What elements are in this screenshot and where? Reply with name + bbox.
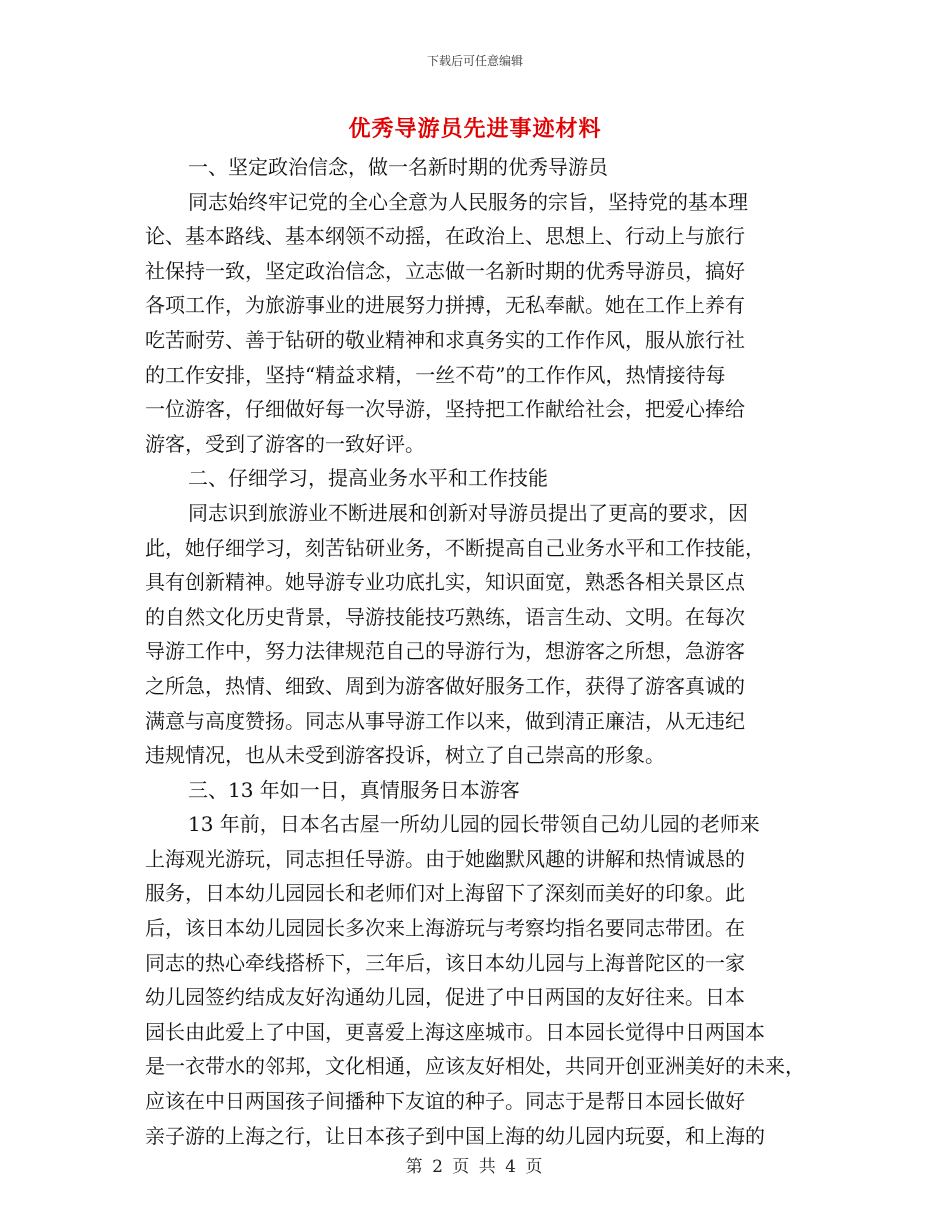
text-line: 违规情况，也从未受到游客投诉，树立了自己崇高的形象。 (145, 743, 665, 768)
text-line: 之所急，热情、细致、周到为游客做好服务工作，获得了游客真诚的 (145, 673, 745, 698)
text-line: 服务，日本幼儿园园长和老师们对上海留下了深刻而美好的印象。此 (145, 881, 745, 906)
text-line: 的自然文化历史背景，导游技能技巧熟练，语言生动、文明。在每次 (145, 604, 745, 629)
text-line: 此，她仔细学习，刻苦钻研业务，不断提高自己业务水平和工作技能， (145, 535, 765, 560)
text-line: 的工作安排，坚持“精益求精，一丝不苟”的工作作风，热情接待每 (145, 362, 726, 387)
document-title: 优秀导游员先进事迹材料 (348, 116, 602, 142)
text-line: 上海观光游玩，同志担任导游。由于她幽默风趣的讲解和热情诚恳的 (145, 846, 745, 871)
page-number-footer: 第 2 页 共 4 页 (405, 1157, 545, 1177)
text-line: 幼儿园签约结成友好沟通幼儿园，促进了中日两国的友好往来。日本 (145, 985, 745, 1010)
document-body (145, 150, 805, 1153)
text-line: 社保持一致，坚定政治信念，立志做一名新时期的优秀导游员，搞好 (145, 258, 745, 283)
text-line: 同志的热心牵线搭桥下，三年后，该日本幼儿园与上海普陀区的一家 (145, 950, 745, 975)
text-line: 同志识到旅游业不断进展和创新对导游员提出了更高的要求，因 (188, 500, 748, 525)
text-line: 三、13 年如一日，真情服务日本游客 (188, 777, 520, 802)
text-line: 亲子游的上海之行，让日本孩子到中国上海的幼儿园内玩耍，和上海的 (145, 1123, 765, 1148)
text-line: 是一衣带水的邻邦，文化相通，应该友好相处，共同开创亚洲美好的未来， (145, 1054, 805, 1079)
text-line: 一位游客，仔细做好每一次导游，坚持把工作献给社会，把爱心捧给 (145, 397, 745, 422)
text-line: 具有创新精神。她导游专业功底扎实，知识面宽，熟悉各相关景区点 (145, 570, 745, 595)
text-line: 导游工作中，努力法律规范自己的导游行为，想游客之所想，急游客 (145, 639, 745, 664)
page-header-note: 下载后可任意编辑 (426, 54, 523, 68)
text-line: 一、坚定政治信念，做一名新时期的优秀导游员 (188, 155, 608, 179)
text-line: 园长由此爱上了中国，更喜爱上海这座城市。日本园长觉得中日两国本 (145, 1019, 765, 1044)
text-line: 论、基本路线、基本纲领不动摇，在政治上、思想上、行动上与旅行 (145, 224, 745, 249)
text-line: 13 年前，日本名古屋一所幼儿园的园长带领自己幼儿园的老师来 (188, 812, 760, 837)
text-line: 后，该日本幼儿园园长多次来上海游玩与考察均指名要同志带团。在 (145, 916, 745, 941)
text-line: 满意与高度赞扬。同志从事导游工作以来，做到清正廉洁，从无违纪 (145, 708, 745, 733)
text-line: 吃苦耐劳、善于钻研的敬业精神和求真务实的工作作风，服从旅行社 (145, 327, 745, 352)
text-line: 各项工作，为旅游事业的进展努力拼搏，无私奉献。她在工作上养有 (145, 293, 745, 318)
text-line: 应该在中日两国孩子间播种下友谊的种子。同志于是帮日本园长做好 (145, 1089, 745, 1114)
text-line: 二、仔细学习，提高业务水平和工作技能 (188, 466, 548, 491)
text-line: 游客，受到了游客的一致好评。 (145, 431, 425, 456)
text-line: 同志始终牢记党的全心全意为人民服务的宗旨，坚持党的基本理 (188, 189, 748, 214)
